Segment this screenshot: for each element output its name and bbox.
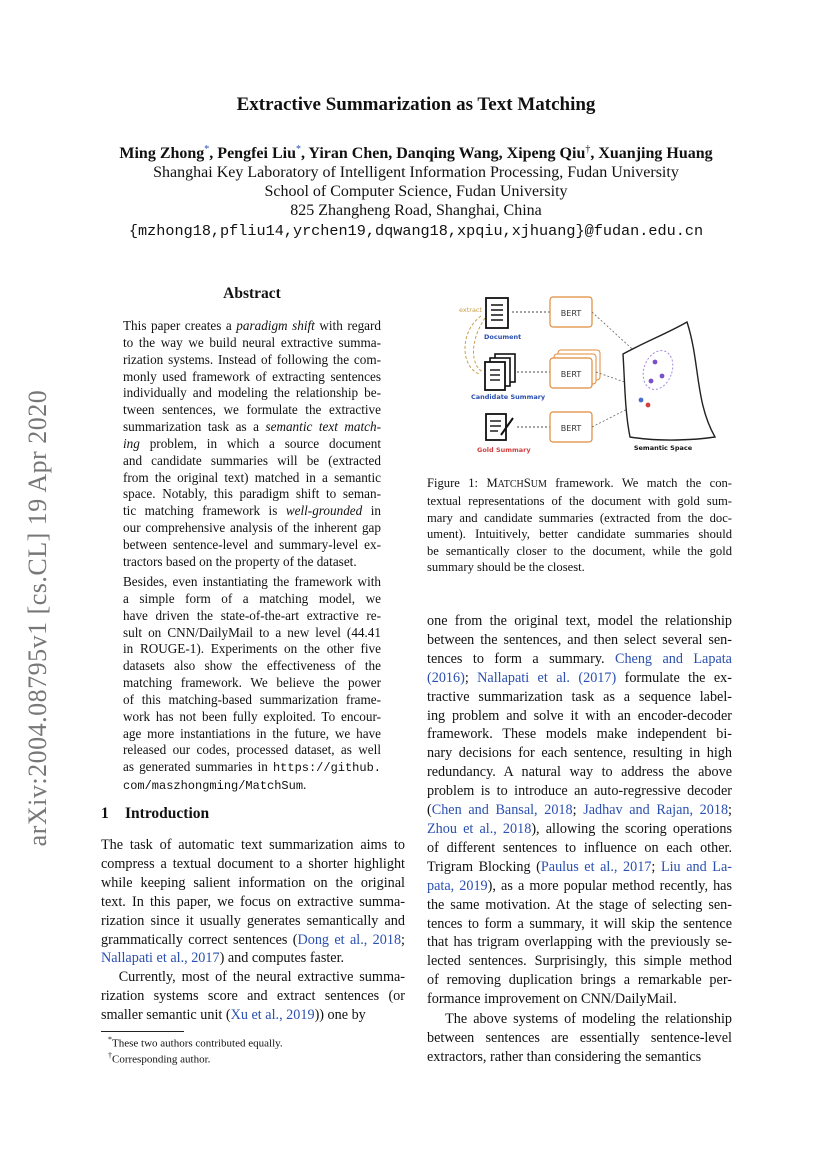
abstract-heading: Abstract [223,285,281,302]
text-line: to the way we build neural extractive summa- [123,334,381,350]
text-line: datasets also show the effectiveness of the [123,658,381,674]
text-line: work has not been fully exploited. To encour- [123,708,381,724]
abstract-paragraph-2 [123,574,381,795]
text-line: problem is to introduce an auto-regressive decoder [427,783,732,800]
point-candidate-1 [653,360,658,365]
text-line: tences to form a summary, it will skip the sentence [427,915,732,932]
text-line: summarization task as a semantic text match- [123,419,381,435]
text-line: extractors, rather than considering the semantics [427,1048,702,1065]
bert-box-document [550,297,592,327]
point-candidate-3 [660,374,665,379]
text-line: (2016); Nallapati et al. (2017) formulate the ex- [427,669,732,686]
text-line: have driven the state-of-the-art extractive re- [123,607,381,623]
affiliation-2: School of Computer Science, Fudan University [264,183,568,200]
text-line: between sentences are essentially sentence-level [427,1029,732,1046]
text-line: lected sentences. Surprisingly, this simple method [427,953,732,970]
text-line: nary decisions for each sentence, resulting in high [427,745,732,762]
footnote-1: *These two authors contributed equally. [108,1035,283,1050]
text-line: one from the original text, model the relationship [427,613,732,629]
figure-caption [427,475,732,575]
text-line: redundancy. A natural way to address the above [427,764,732,781]
text-line: compress a textual document to a shorter highlight [101,855,405,872]
arxiv-identifier: arXiv:2004.08795v1 [cs.CL] 19 Apr 2020 [23,389,52,847]
gold-summary-label: Gold Summary [477,446,531,454]
text-line: age more instantiations in the future, we have [123,725,381,741]
text-line: in ROUGE-1). Experiments on the other five [123,641,381,657]
intro-paragraph-1 [101,836,405,968]
extract-arrow-2 [474,318,486,372]
author-list: Ming Zhong*, Pengfei Liu*, Yiran Chen, Danqing Wang, Xipeng Qiu†, Xuanjing Huang [119,144,713,162]
text-line: grammatically correct sentences (Dong et al., 2018; [101,931,405,948]
text-line: textual representations of the document with gold sum- [427,494,732,509]
extract-label: extract [459,306,483,314]
abstract-paragraph-1 [123,318,381,571]
author-name: Danqing Wang [396,145,499,162]
text-line: tractive summarization task as a sequence label- [427,688,732,705]
text-line: formance improvement on CNN/DailyMail. [427,991,677,1008]
text-line: ing problem and solve it with an encoder-decoder [427,707,732,724]
text-line: Besides, even instantiating the framework with [123,574,381,589]
text-line: matching framework. We believe the power [123,675,381,691]
affiliation-3: 825 Zhangheng Road, Shanghai, China [290,202,542,219]
column2-paragraph-1 [427,612,732,1009]
text-line: between sentence-level and summary-level ex- [123,536,381,552]
text-line: The above systems of modeling the relationship [427,1011,732,1027]
intro-paragraph-2 [101,968,405,1025]
author-name: Yiran Chen [308,145,389,162]
text-line: a simple form of a matching model, we [123,590,381,606]
document-icon [486,298,508,328]
text-line: while keeping salient information on the original [101,874,405,891]
text-line: rization since it usually generates semantically and [101,912,405,929]
author-mark: * [295,144,301,155]
point-document [639,398,644,403]
extract-arrow-1 [465,316,481,374]
text-line: summary should be the closest. [427,560,585,575]
text-line: smaller semantic unit (Xu et al., 2019)) one by [101,1006,366,1023]
candidate-summary-label: Candidate Summary [471,393,546,401]
svg-text:BERT: BERT [560,370,582,379]
gold-summary-icon [486,414,513,440]
text-line: Nallapati et al., 2017) and computes faster. [101,950,345,967]
affiliation-1: Shanghai Key Laboratory of Intelligent Information Processing, Fudan University [153,164,679,181]
author-name: Xipeng Qiu [506,145,586,162]
text-line: individually and modeling the relationship be- [123,385,381,401]
text-line: of this matching-based summarization frame- [123,691,381,707]
text-line: rization systems. Instead of following the com- [123,351,381,367]
text-line: tween sentences, we formulate the extractive [123,402,381,418]
author-name: Ming Zhong [119,145,205,162]
text-line: text. In this paper, we focus on extractive summa- [101,893,405,910]
text-line: rization systems score and extract sentences (or [101,987,405,1004]
candidate-summaries-icon [485,354,515,390]
footnote-rule [101,1031,184,1032]
text-line: Figure 1: MATCHSUM framework. We match the con- [427,476,732,490]
text-line: of different sentences to influence on each other. [427,839,732,856]
author-emails: {mzhong18,pfliu14,yrchen19,dqwang18,xpqiu,xjhuang}@fudan.edu.cn [128,222,704,240]
author-mark: * [204,144,210,155]
text-line: Currently, most of the neural extractive summa- [101,969,405,985]
author-name: Pengfei Liu [217,145,296,162]
bert-box-gold [550,412,592,442]
text-line: tences to form a summary. Cheng and Lapata [427,650,732,667]
text-line: and candidate summaries will be (extracted [123,452,381,468]
text-line: be semantically closer to the document, while the gold [427,543,732,558]
text-line: ing problem, in which a source document [123,435,381,451]
text-line: com/maszhongming/MatchSum. [123,777,307,794]
text-line: mary and candidate summaries (extracted from the doc- [427,510,732,525]
text-line: monly used framework of extracting sentences [123,368,381,384]
section-heading: 1 Introduction [101,805,210,822]
point-candidate-2 [649,379,654,384]
text-line: tic matching framework is well-grounded in [123,503,382,519]
text-line: from the original text) matched in a semantic [123,469,381,485]
text-line: our comprehensive analysis of the inherent gap [123,520,381,536]
text-line: sult on CNN/DailyMail to a new level (44.41 [123,624,381,640]
text-line: ument). Intuitively, better candidate summaries should [427,527,732,542]
text-line: The task of automatic text summarization aims to [101,837,405,853]
text-line: Trigram Blocking (Paulus et al., 2017; Liu and La- [427,858,732,875]
matchsum-framework-figure [455,292,725,457]
column2-paragraph-2 [427,1010,732,1067]
svg-text:BERT: BERT [560,424,582,433]
semantic-space-label: Semantic Space [633,444,693,452]
point-gold [646,403,651,408]
bert-box-candidate [550,350,600,388]
text-line: This paper creates a paradigm shift with regard [123,318,381,333]
text-line: the same motivation. At the stage of selecting sen- [427,896,732,913]
text-line: that has trigram overlapping with the previously se- [427,934,732,951]
footnote-2: †Corresponding author. [108,1051,211,1066]
document-label: Document [484,333,522,341]
text-line: released our codes, processed dataset, as well [123,742,381,758]
text-line: Zhou et al., 2018), allowing the scoring operations [427,820,732,837]
text-line: tractors based on the property of the dataset. [123,553,357,569]
text-line: as generated summaries in https://github. [123,759,381,776]
paper-title: Extractive Summarization as Text Matching [236,94,596,115]
svg-text:BERT: BERT [560,309,582,318]
author-mark: † [585,144,591,155]
text-line: space. Notably, this paradigm shift to seman- [123,486,381,502]
text-line: of removing duplication brings a remarkable per- [427,972,732,989]
text-line: framework. These models make independent bi- [427,726,732,743]
text-line: (Chen and Bansal, 2018; Jadhav and Rajan, 2018; [427,802,732,819]
author-name: Xuanjing Huang [598,145,713,162]
semantic-space-surface [623,322,715,440]
text-line: between the sentences, and then select several sen- [427,631,732,648]
text-line: pata, 2019), as a more popular method recently, has [427,877,732,894]
